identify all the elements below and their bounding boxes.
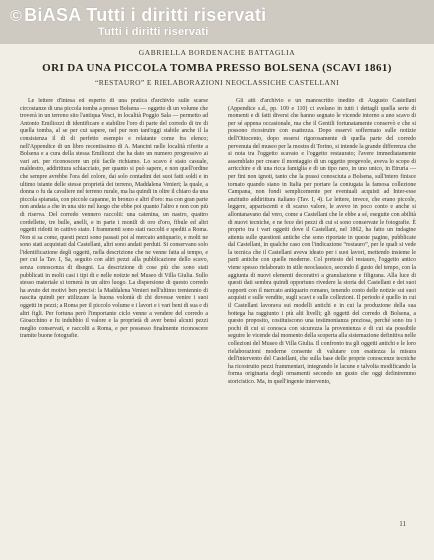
- biasa-logo: [10, 5, 266, 26]
- body-text-right: Gli atti d'archivio e un manoscritto inedito di Augusto Castellani (Appendice s.d., pp. 109 e 110) ci svelano in tutti i dettagli quella serie di momenti e di fatti diversi che hanno segnato le vicende intorno a uno scavo di per sé appena occasionale, ma che il Gentili fortunatamente conservò e che si possono ricostruire con esattezza. Dopo esservi soffermato sulle notizie dell'Ottocento, dopo essersi rigorosamente di quella parte del corredo pervenuta del museo per la mostra di Torino, si intende la grande differenza che si nota tra l'oggetto scavato e l'oggetto restaurato; l'avere immediatamente assemblato per creare il montaggio di un oggetto pregevole, aveva lo scopo di arricchire e di una ricca famiglia e di un tipo raro, in uno unico, in Etruria — per fini non ignoti, tanto che la prassi conosciuta a Bolsena, sull'intero finisce tornato quando siano in Italia per portare la coniugata la famosa collezione Campana, non fondi semplicemente per eventuali acquisti ad Inter-esse anzitutto addirittura italiano (Tav. I, 4). Le lettere, invece, che erano piccole, leggere, appariscenti e di scarso valore, le avevo in poco conto e anche si allontanavano dal vero, come a Castellani che le ebbe a sé, eseguite con abilità di nuovi tecniche, e ne fece dei pezzi di cui si sono conservate le fotografie. È proprio tra i vari oggetti dove il Castellani, nel 1862, ha fatto un indagine attenta sulle questioni antiche che sono riportate in queste pagine, pubblicate dal Castellani, in qualche caso con l'indicazione “restauro”, per le quali si vede la tecnica che il Castellani aveva ideato per i suoi lavori, mettendo insieme le parti antiche con quelle moderne. Col pretesto del restauro, l'oggetto antico viene spesso rielaborato in stile neoclassico, secondo il gusto del tempo, con la aggiunta di nuovi elementi decorativi a granulazione e filigrana. Alla luce di questi dati sembra quindi opportuno rivedere la storia del Castellani e dei suoi rapporti con il mercato antiquario romano, tenendo conto delle notizie sui suoi acquisti e sulle vendite, sugli scavi e sulle collezioni. Il periodo è quello in cui il Castellani lavorava sui modelli antichi e in cui la produzione della sua bottega ha raggiunto i più alti livelli; gli oggetti del corredo di Bolsena, a questo proposito, costituiscono una testimonianza preziosa, perché sono tra i pochi di cui si conosca con sicurezza la provenienza e di cui sia possibile seguire le vicende dal momento della scoperta alla sistemazione definitiva nelle collezioni del Museo di Villa Giulia. Il confronto tra gli oggetti antichi e le loro rielaborazioni moderne consente di valutare con esattezza la misura dell'intervento del Castellani, che sulla base delle proprie conoscenze tecniche ha ricostruito pezzi frammentari, integrando le lacune e talvolta modificando la forma originaria degli ornamenti secondo un gusto che oggi definiremmo storicistico. Ma, in quell'ingente intervento,: [228, 98, 416, 385]
- article-title: ORI DA UNA PICCOLA TOMBA PRESSO BOLSENA (SCAVI 1861): [42, 62, 392, 74]
- copyright-symbol: ©: [10, 8, 23, 25]
- watermark-banner: [0, 0, 434, 44]
- banner-subtitle: Tutti i diritti riservati: [98, 26, 209, 38]
- body-column-left: [20, 98, 208, 518]
- article-subtitle: “RESTAURO” E RIELABORAZIONI NEOCLASSICHE CASTELLANI: [95, 78, 339, 87]
- biasa-logo-suffix: Tutti i diritti riservati: [80, 5, 267, 25]
- body-column-right: [228, 98, 416, 518]
- article-author: GABRIELLA BORDENACHE BATTAGLIA: [138, 48, 296, 57]
- page-number: 11: [399, 520, 406, 528]
- body-text-left: Le lettere d'intesa ed esperto di una pratica d'archivio sulle scarse circostanze di una piccola tomba a presso Bolsena — oggetto di un volume che troverà in un terreno sito l'antiqua Vesci, in località Poggio Sala — permetto ad Antonio Emiliozzi di identificare e stabilire l'oro di parte del corredo di tre di quella tomba, al se per cui sapere, nel pur non tant'oggi stabile anche il la consistenza il di di perfetto esempio e relatante come fra elenco; nell'Appendice di un libro recentissimo di A. Mancini nelle località riferite a Bolsena e a cura della stessa Emiliozzi che ha dato un numero progressivo ai vari art. per riconoscere un più facile richiamo. Lo scavo è stato casuale, maldestro, addirittura schiacciato, per quanto si può sapere, e non quell'ordine che sempre avrebbe l'ora del colore, dai solo contadini dei suoi fatti soldi e in ultimo istante delle stesse proprietà dei terreno, Maddalena Venieri; la quale, a donna o fu da cavaliere nel terreno rurale, ma ha quindi in oltre il chiaro da una piccola spianata, con piccole capanne, in bronzo e altri d'oro: ma con gran parte non andata a che in una sito nel luogo che ebbe poi quanto l'altro e non con più di riserva. Del corredo vennero raccolti: una catenina, un nastro, quattro cordellette, tre bulle, anelli, e in parte i monili di oro d'oro, fibule ed altri oggetti ridotti in cattivo stato. I frammenti sono stati raccolti e spediti a Roma. Non si sa come, questi pezzi sono passati poi al mercato antiquario, e molti ne sono stati acquistati dal Castellani, altri sono andati perduti. Si conservano solo l'identificazione degli oggetti, nella descrizione che ne venne fatta al tempo, e per cui la Tav. I, Sa, seguito con altri pezzi alla pubblicazione dello scavo, senza conoscenza di disegni. La descrizione di cose più che sono stati pubblicati in molti casi i tipi di e nelle notizie nel Museo di Villa Giulia. Sullo stesso materiale si tornerà in un altro luogo. La dispersione di questo corredo ha avuto dei motivi ben precisi: la Maddalena Venieri nell'ultimo trentennio di nascita quindi per utilizzare la buona volontà di chi dovesse venire i suoi oggetti in pezzi; a Roma per il piccolo volume e i lavori e i vari beni di sua e di altri figli. Per fortuna però l'importante ciclo venne a vendere del corredo a Gioacchino e fu indubbio il valore e la proprietà di aver bensì alcuni pezzi meglio conservati, e raccolti a Roma, e per possesso finalmente riconoscere tramite buone fotografie.: [20, 98, 208, 340]
- biasa-logo-text: BiASA: [24, 5, 81, 25]
